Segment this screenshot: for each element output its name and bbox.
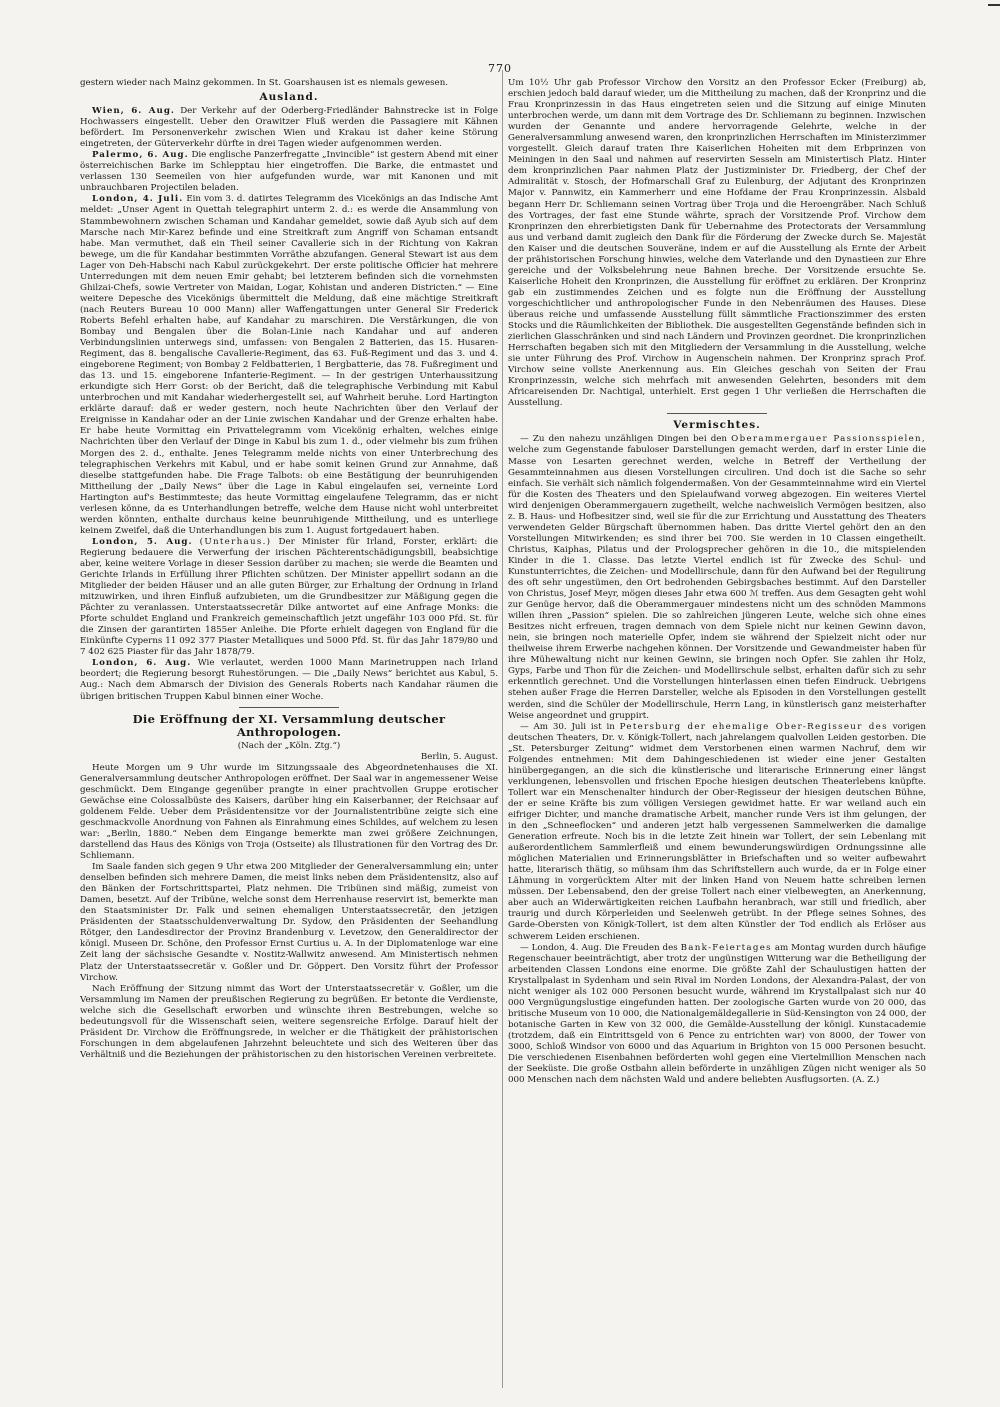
heading-eroeffnung: Die Eröffnung der XI. Versammlung deutscher Anthropologen. xyxy=(132,711,446,739)
anthro-paragraph-2: Im Saale fanden sich gegen 9 Uhr etwa 200 Mitglieder der Generalversammlung ein; unter denselben befinden sich mehrere Damen, die meist links neben dem Präsidentensitz, also auf den Bänken der Fortschrittspartei, Platz nehmen. Die Tribünen sind mäßig, zumeist von Damen, besetzt. Auf der Tribüne, welche sonst dem Herrenhause reservirt ist, bemerkte man den Staatsminister Dr. Falk und seinen ehemaligen Unterstaatssecretär, den jetzigen Präsidenten der Staatsschuldenverwaltung Dr. Sydow, den Präsidenten der Seehandlung Rötger, den Landesdirector der Provinz Brandenburg v. Levetzow, den Generaldirector der königl. Museen Dr. Schöne, den Professor Ernst Curtius u. A. In der Diplomatenloge war eine Zeit lang der sächsische Gesandte v. Nostitz-Wallwitz anwesend. Am Ministertisch nehmen Platz der Unterstaatssecretär v. Goßler und Dr. Göppert. Den Vorsitz führt der Professor Virchow. xyxy=(80,862,498,983)
section-rule xyxy=(239,707,339,708)
section-rule-right xyxy=(667,413,767,414)
dateline-london-3: London, 6. Aug. xyxy=(92,658,192,669)
text-petersburg: vorigen deutschen Theaters, Dr. v. Königk-Tollert, nach jahrelangem qualvollen Leiden gestorben. Die „St. Petersburger Zeitung“ widmet dem Verstorbenen einen warmen Nachruf, dem wir Folgendes entnehmen: Mit dem Dahingeschiedenen ist wieder eine jener Gestalten hinübergegangen, an die sich die künstlerische und literarische Erinnerung einer längst verklungenen, lebensvollen und frischen Epoche hiesigen deutschen Theaterlebens knüpfte. Tollert war ein Menschenalter hindurch der Ober-Regisseur der hiesigen deutschen Bühne, der er seine Kräfte bis zum völligen Versiegen gewidmet hatte. Er war weiland auch ein eifriger Dichter, und manche dramatische Arbeit, mancher runde Vers ist ihm gelungen, der in den „Schneeflocken“ und anderen jetzt halb vergessenen Sammelwerken die damalige Generation erfreute. Noch bis in die letzte Zeit hinein war Tollert, der sein Lebenlang mit außerordentlichem Sammlerfleiß und einem bewunderungswürdigen Ordnungssinne alle möglichen Materialien und Erinnerungsblätter in Briefschaften und so weiter aufbewahrt hatte, literarisch thätig, so mühsam ihm das Schriftstellern auch wurde, da er in Folge einer Lähmung in vorgerücktem Alter mit der linken Hand von Neuem hatte schreiben lernen müssen. Der Lebensabend, den der greise Tollert nach einer vielbewegten, an Anerkennung, aber auch an Widerwärtigkeiten reichen Laufbahn heranbrach, war still und friedlich, aber traurig und durch Körperleiden und Seelenweh getrübt. In der Pflege seines Sohnes, des Garde-Obersten von Königk-Tollert, ist dem alten Künstler der Tod endlich als Erlöser aus schwerem Leiden erschienen. xyxy=(508,721,927,942)
text-london-3: Wie verlautet, werden 1000 Mann Marinetruppen nach Irland beordert; die Regierung besorgt Ruhestörungen. — Die „Daily News“ berichtet aus Kabul, 5. Aug.: Nach dem Abmarsch der Division des Generals Roberts nach Kandahar räumen die übrigen britischen Truppen Kabul binnen einer Woche. xyxy=(80,658,499,702)
lead-oberammergau: — Zu den nahezu unzähligen Dingen bei den xyxy=(520,434,728,445)
lead-london: — London, 4. Aug. Die Freuden des xyxy=(520,942,678,953)
page-edge-mark xyxy=(988,4,1000,6)
text-wien: Der Verkehr auf der Oderberg-Friedländer Bahnstrecke ist in Folge Hochwassers eingestellt. Ueber den Orawitzer Fluß werden die Passagiere mit Kähnen befördert. Im Personenverkehr zwischen Wien und Krakau ist daher keine Störung eingetreten, der Güterverkehr dürfte in drei Tagen wieder aufgenommen werden. xyxy=(80,106,499,150)
spaced-london: Bank-Feiertages xyxy=(680,942,772,953)
article-london-bank-holiday xyxy=(508,943,926,1087)
heading-ausland: Ausland. xyxy=(259,91,319,104)
article-oberammergau xyxy=(508,434,926,721)
house-label: (Unterhaus.) xyxy=(199,536,272,547)
right-paragraph-1: Um 10½ Uhr gab Professor Virchow den Vorsitz an den Professor Ecker (Freiburg) ab, erschien jedoch bald darauf wieder, um die Mittheilung zu machen, daß der Kronprinz und die Frau Kronprinzessin in das Haus eingetreten seien und die Sitzung auf einige Minuten unterbrochen werde, um dann mit dem Vortrage des Dr. Schliemann zu beginnen. Inzwischen wurden der Genannte und andere hervorragende Gelehrte, welche in der Generalversammlung anwesend waren, den kronprinzlichen Herrschaften im Ministerzimmer vorgestellt. Gleich darauf traten Ihre Kaiserlichen Hoheiten mit dem Erbprinzen von Meiningen in den Saal und nahmen auf reservirten Sesseln am Ministertisch Platz. Hinter dem kronprinzlichen Paar nahmen Platz der Justizminister Dr. Friedberg, der Chef der Admiralität v. Stosch, der Hofmarschall Graf zu Eulenburg, der Adjutant des Kronprinzen Major v. Pannwitz, ein Kammerherr und eine Hofdame der Frau Kronprinzessin. Alsbald begann Herr Dr. Schliemann seinen Vortrag über Troja und die Heroengräber. Nach Schluß des Vortrages, der fast eine Stunde währte, sprach der Vorsitzende Prof. Virchow dem Kronprinzen den ehrerbietigsten Dank für Uebernahme des Protectorats der Versammlung aus und verband damit zugleich den Dank für die Förderung der Zwecke durch Se. Majestät den Kaiser und die deutschen Souveräne, indem er auf die Ausstellung als Ernte der Arbeit der prähistorischen Forschung hinwies, welche dem Vaterlande und den Dynastieen zur Ehre gereiche und der Volksbelehrung neue Bahnen breche. Der Vorsitzende ersuchte Se. Kaiserliche Hoheit den Kronprinzen, die Ausstellung für eröffnet zu erklären. Der Kronprinz gab ein zustimmendes Zeichen und es folgte nun die Eröffnung der Ausstellung vorgeschichtlicher und anthropologischer Funde in den Nebenräumen des Hauses. Diese überaus reiche und umfassende Ausstellung füllt sämmtliche Fractionszimmer des ersten Stocks und die Räumlichkeiten der Bibliothek. Die ausgestellten Gegenstände befinden sich in zierlichen Glasschränken und sind nach Ländern und Provinzen geordnet. Die kronprinzlichen Herrschaften begaben sich mit den Mitgliedern der Versammlung in die Ausstellung, welche sie unter Führung des Prof. Virchow in Augenschein nahmen. Der Kronprinz sprach Prof. Virchow seine vollste Anerkennung aus. Ein Gleiches geschah von Seiten der Frau Kronprinzessin, welche sich mehrfach mit anwesenden Gelehrten, besonders mit dem Africareisenden Dr. Nachtigal, unterhielt. Erst gegen 1 Uhr verließen die Herrschaften die Ausstellung. xyxy=(508,78,926,409)
lead-petersburg: — Am 30. Juli ist in xyxy=(520,721,615,732)
dateline-london-1: London, 4. Juli. xyxy=(92,194,184,205)
text-london-1: Ein vom 3. d. datirtes Telegramm des Vicekönigs an das Indische Amt meldet: „Unser Agent in Quettah telegraphirt unterm 2. d.: es werde die Ansammlung von Stammbewohnern zwischen Schaman und Kandahar gemeldet, sowie daß Ayub sich auf dem Marsche nach Mir-Karez befinde und eine Streitkraft zum Angriff von Schaman entsandt habe. Man vermuthet, daß ein Theil seiner Cavallerie sich in der Richtung von Kakran bewege, um die für Kandahar bestimmten Vorräthe abzufangen. General Stewart ist aus dem Lager von Deh-Habschi nach Kabul zurückgekehrt. Der erste politische Officier hat mehrere Unterredungen mit dem neuen Emir gehabt; bei letzterem befinden sich die vornehmsten Ghilzai-Chefs, sowie Vertreter von Maidan, Logar, Kohistan und anderen Districten.“ — Eine weitere Depesche des Vicekönigs übermittelt die Meldung, daß eine mächtige Streitkraft (nach Reuters Bureau 10 000 Mann) aller Waffengattungen unter General Sir Frederick Roberts Befehl erhalten habe, auf Kandahar zu marschiren. Die Verstärkungen, die von Bombay und Bengalen über die Bolan-Linie nach Kandahar und auf anderen Verbindungslinien unterwegs sind, umfassen: von Bengalen 2 Batterien, das 15. Husaren-Regiment, das 8. bengalische Cavallerie-Regiment, das 63. Fuß-Regiment und das 3. und 4. eingeborene Regiment; von Bombay 2 Feldbatterien, 1 Bergbatterie, das 78. Fußregiment und das 13. und 15. eingeborene Infanterie-Regiment. — In der gestrigen Unterhaussitzung erkundigte sich Herr Gorst: ob der Bericht, daß die telegraphische Verbindung mit Kabul unterbrochen und mit Kandahar wiederhergestellt sei, auf Wahrheit beruhe. Lord Hartington erklärte darauf: daß er weder gestern, noch heute Nachrichten über den Verlauf der Ereignisse in Kandahar oder an der Linie zwischen Kandahar und der Grenze erhalten habe. Er habe heute Vormittag ein Privattelegramm vom Vicekönig erhalten, welches einige Nachrichten über den Verlauf der Dinge in Kabul bis zum 1. d., oder vielmehr bis zum frühen Morgen des 2. d., enthalte. Jenes Telegramm melde nichts von einer Unterbrechung des telegraphischen Verkehrs mit Kabul, und er habe somit keinen Grund zur Annahme, daß dieselbe stattgefunden habe. Die Frage Talbots: ob eine Bestätigung der beunruhigenden Mittheilung der „Daily News“ über die Lage in Kabul eingelaufen sei, verneinte Lord Hartington auf's Bestimmteste; das heute Vormittag eingelaufene Telegramm, das er nicht verlesen könne, da es Unterhandlungen betreffe, welche dem Hause nicht wohl unterbreitet werden könnten, enthalte durchaus keine beunruhigende Mittheilung, und es unterliege keinem Zweifel, daß die Unterhandlungen bis zum 1. August fortgedauert haben. xyxy=(80,194,498,536)
text-london: am Montag wurden durch häufige Regenschauer beeinträchtigt, aber trotz der ungünstigen Witterung war die Betheiligung der arbeitenden Classen Londons eine enorme. Die größte Zahl der Schaulustigen hatten der Krystallpalast in Sydenham und sein Rival im Norden Londons, der Alexandra-Palast, der von nicht weniger als 102 000 Personen besucht wurde, während im Krystallpalast sich nur 40 000 Vergnügungslustige eingefunden hatten. Der zoologische Garten wurde von 20 000, das britische Museum von 10 000, die Nationalgemäldegallerie in Süd-Kensington von 24 000, der botanische Garten in Kew von 32 000, die Gemälde-Ausstellung der königl. Kunstacademie (trotzdem, daß ein Eintrittsgeld von 6 Pence zu entrichten war) von 8000, der Tower von 3000, Schloß Windsor von 6000 und das Aquarium in Brighton von 15 000 Personen besucht. Die verschiedenen Eisenbahnen beförderten wohl gegen eine Viertelmillion Menschen nach der Seeküste. Die große Ostbahn allein beförderte in unzähligen Zügen nicht weniger als 50 000 Menschen nach dem nächsten Wald und andere beliebten Ausflugsorten. (A. Z.) xyxy=(508,942,926,1086)
article-london-2 xyxy=(80,537,498,659)
left-column xyxy=(80,78,498,1061)
article-palermo xyxy=(80,150,498,194)
article-london-3 xyxy=(80,658,498,702)
article-petersburg xyxy=(508,722,926,943)
right-column xyxy=(508,78,926,1086)
dateline-palermo: Palermo, 6. Aug. xyxy=(92,150,189,161)
text-oberammergau: welche zum Gegenstande fabuloser Darstellungen gemacht werden, darf in erster Linie die Masse von Lesarten gerechnet werden, welche in Betreff der Vertheilung der Gesammteinnahmen aus diesen Vorstellungen circuliren. Und doch ist die Sache so sehr einfach. Sie verhält sich nämlich folgendermaßen. Von der Gesammteinnahme wird ein Viertel für die Kosten des Theaters und den Spielaufwand vorweg abgezogen. Ein weiteres Viertel wird denjenigen Oberammergauern zugetheilt, welche nachweislich Vermögen besitzen, also z. B. Haus- und Hofbesitzer sind, weil sie für die zur Errichtung und Ausstattung des Theaters verwendeten Gelder Bürgschaft übernommen haben. Das dritte Viertel gehört den an den Vorstellungen Mitwirkenden; es sind ihrer bei 700. Sie werden in 10 Classen eingetheilt. Christus, Kaiphas, Pilatus und der Prologsprecher gehören in die 10., die mitspielenden Kinder in die 1. Classe. Das letzte Viertel endlich ist für Zwecke des Schul- und Kunstunterrichtes, die Zeichen- und Modellirschule, dann für den Aufwand bei der Regulirung des oft sehr ungestümen, den Ort bedrohenden Gebirgsbaches bestimmt. Auf den Darsteller von Christus, Josef Meyr, mögen dieses Jahr etwa 600 ℳ treffen. Aus dem Gesagten geht wohl zur Genüge hervor, daß die Oberammergauer mindestens nicht um des schnöden Mammons willen ihren „Passion“ spielen. Die so zahlreichen jüngeren Leute, welche sich ohne eines Besitzes nicht erfreuen, tragen demnach von dem Spiele nicht nur keinen Gewinn davon, nein, sie bringen noch materielle Opfer, indem sie während der Spielzeit nicht oder nur theilweise ihrem Erwerbe nachgehen können. Der Vorsitzende und Gewandmeister haben für ihre Mühewaltung nicht nur keinen Gewinn, sie bringen noch Opfer. Sie zahlen ihr Holz, Gyps, Farbe und Thon für die Zeichen- und Modellirschule selbst, erhalten dafür sich zu sehr erkenntlich gerechnet. Und die Vorstellungen hinterlassen einen tiefen Eindruck. Uebrigens stehen außer Frage die Herren Darsteller, welche als Episoden in den Vorstellungen gestellt werden, sind die Schüler der Modellirschule, Herrn Lang, in künstlerisch ganz meisterhafter Weise angeordnet und gruppirt. xyxy=(508,445,926,721)
source-note: (Nach der „Köln. Ztg.“) xyxy=(237,740,341,751)
dateline-london-2: London, 5. Aug. xyxy=(92,536,193,547)
text-london-2: Der Minister für Irland, Forster, erklärt: die Regierung bedauere die Verwerfung der irischen Pächterentschädigungsbill, beabsichtige aber, keine weitere Vorlage in dieser Session darüber zu machen; sie werde die Beamten und Gerichte Irlands in Erfüllung ihrer Pflichten schützen. Der Minister appellirt sodann an die Mitglieder der beiden Häuser und an alle guten Bürger, zur Erhaltung der Ordnung in Irland mitzuwirken, und ihren Einfluß aufzubieten, um die Grundbesitzer zur Mäßigung gegen die Pächter zu veranlassen. Unterstaatssecretär Dilke antwortet auf eine Anfrage Monks: die Pforte schuldet England und Frankreich gemeinschaftlich jetzt ungefähr 103 000 Pfd. St. für die Zinsen der garantirten 1855er Anleihe. Die Pforte erhielt dagegen von England für die Einkünfte Cyperns 11 092 377 Piaster Metalliques und 5000 Pfd. St. für das Jahr 1879/80 und 7 402 625 Piaster für das Jahr 1878/79. xyxy=(80,536,499,658)
anthro-paragraph-3: Nach Eröffnung der Sitzung nimmt das Wort der Unterstaatssecretär v. Goßler, um die Versammlung im Namen der preußischen Regierung zu begrüßen. Er betonte die Verdienste, welche sich die Gesellschaft erworben und wünschte ihren Bestrebungen, welche so bedeutungsvoll für die Wissenschaft seien, weitere segensreiche Erfolge. Darauf hielt der Präsident Dr. Virchow die Eröffnungsrede, in welcher er die Thätigkeit der prähistorischen Forschungen in dem abgelaufenen Jahrzehnt beleuchtete und sich des Weiteren über das Verhältniß und die Beziehungen der prähistorischen zu den historischen Vereinen verbreitete. xyxy=(80,983,498,1060)
article-london-1 xyxy=(80,194,498,536)
spaced-oberammergau: Oberammergauer Passionsspielen, xyxy=(731,434,926,445)
article-wien xyxy=(80,106,498,150)
page-number: 770 xyxy=(488,62,512,75)
dateline-wien: Wien, 6. Aug. xyxy=(92,106,175,117)
heading-vermischtes: Vermischtes. xyxy=(673,419,761,432)
spaced-petersburg: Petersburg der ehemalige Ober-Regisseur des xyxy=(619,721,888,732)
text-palermo: Die englische Panzerfregatte „Invincible“ ist gestern Abend mit einer österreichischen Barke im Schlepptau hier eingetroffen. Die Barke, die entmastet und verlassen 130 Seemeilen von hier aufgefunden wurde, war mit Kanonen und mit unbrauchbaren Projectilen beladen. xyxy=(80,150,498,194)
paragraph-top: gestern wieder nach Mainz gekommen. In St. Goarshausen ist es niemals gewesen. xyxy=(80,78,449,88)
place-date: Berlin, 5. August. xyxy=(420,751,498,762)
column-divider xyxy=(502,70,503,1388)
anthro-paragraph-1: Heute Morgen um 9 Uhr wurde im Sitzungssaale des Abgeordnetenhauses die XI. Generalversammlung deutscher Anthropologen eröffnet. Der Saal war in angemessener Weise geschmückt. Dem Eingange gegenüber prangte in einer prachtvollen Gruppe erotischer Gewächse eine Colossalbüste des Kaisers, darüber hing ein Kaiserbanner, der Reichsaar auf goldenem Felde. Ueber dem Präsidentensitze vor der Journalistentribüne zeigte sich eine geschmackvolle Anordnung von Fahnen als Einrahmung eines Schildes, auf welchem zu lesen war: „Berlin, 1880.“ Neben dem Eingange bemerkte man zwei größere Zeichnungen, darstellend das Haus des Königs von Troja (Ostseite) als Illustrationen für den Vortrag des Dr. Schliemann. xyxy=(80,762,498,862)
